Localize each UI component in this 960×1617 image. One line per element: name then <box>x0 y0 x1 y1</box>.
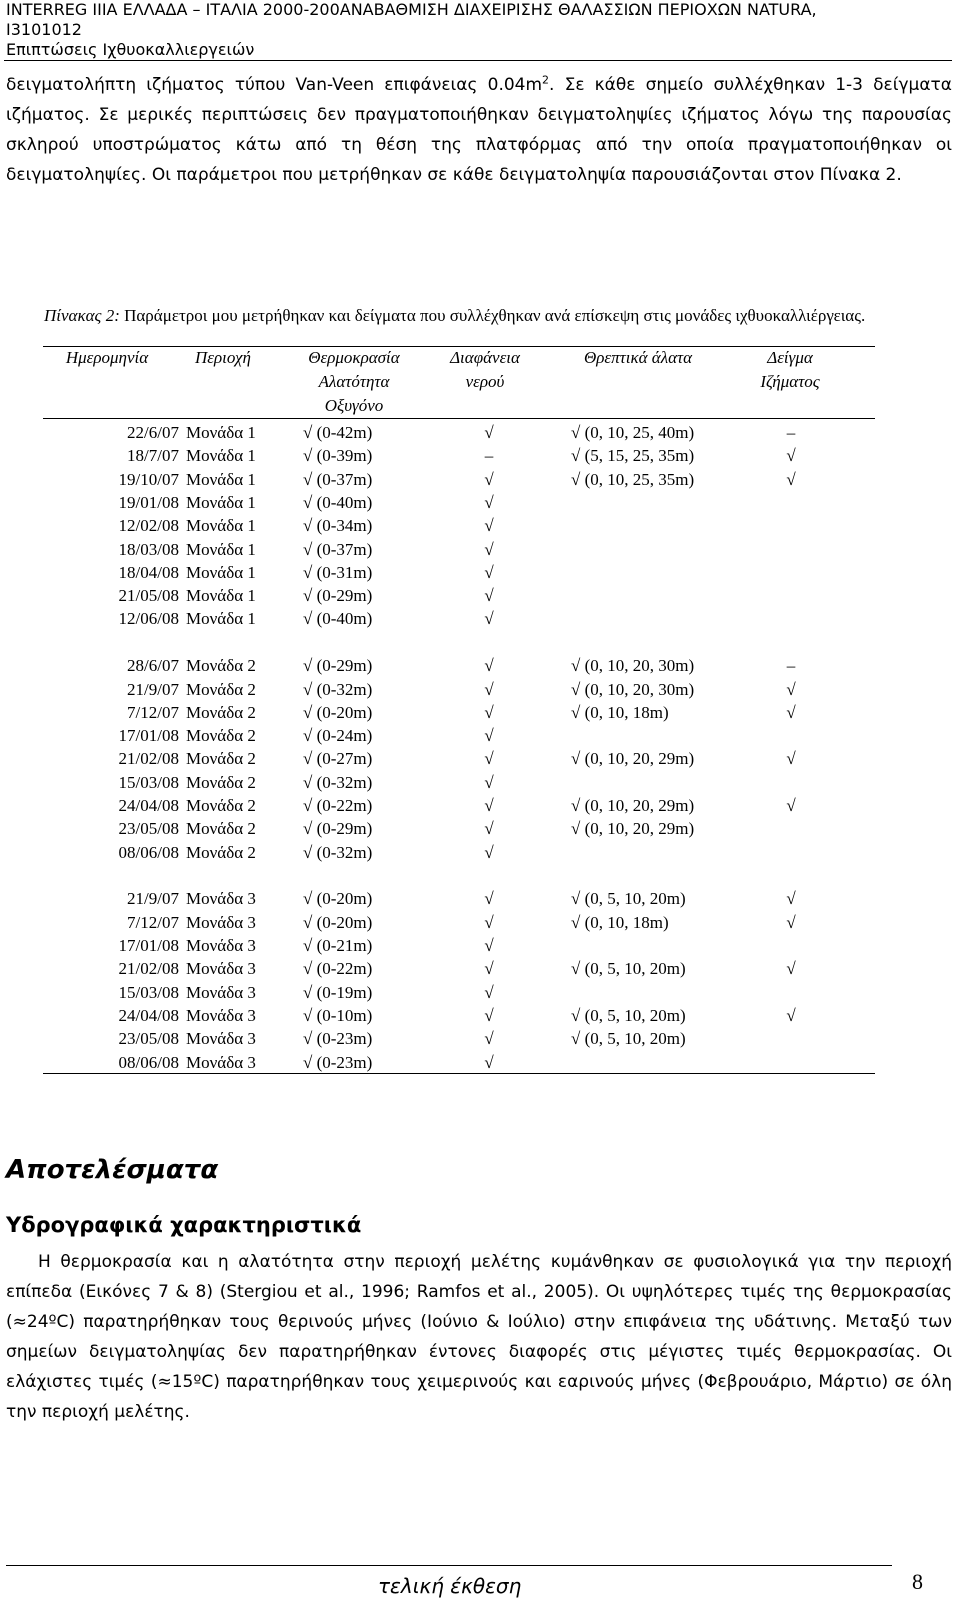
cell-transparency: √ <box>484 1052 494 1072</box>
header-code-line: I3101012 <box>6 20 82 39</box>
cell-date: 24/04/08 <box>118 796 179 815</box>
cell-temp-salinity-oxygen: √ (0-22m) <box>303 796 373 815</box>
cell-sediment-sample: √ <box>786 446 796 466</box>
cell-temp-salinity-oxygen: √ (0-29m) <box>303 586 373 606</box>
header-divider <box>4 60 952 61</box>
cell-nutrients: √ (0, 10, 18m) <box>571 702 669 722</box>
cell-temp-salinity-oxygen: √ (0-42m) <box>303 423 373 442</box>
cell-temp-salinity-oxygen: √ (0-22m) <box>303 959 373 979</box>
cell-transparency: √ <box>484 586 494 606</box>
cell-area: Μονάδα 1 <box>186 469 256 489</box>
cell-sediment-sample: – <box>786 656 796 676</box>
cell-temp-salinity-oxygen: √ (0-29m) <box>303 819 373 839</box>
header-sample-line1: Δείγμα <box>767 348 813 367</box>
cell-transparency: √ <box>484 423 494 442</box>
cell-date: 08/06/08 <box>118 842 179 862</box>
table-caption-text: Παράμετροι μου μετρήθηκαν και δείγματα που συλλέχθηκαν ανά επίσκεψη στις μονάδες ιχθυοκαλλιέργειας. <box>119 306 866 325</box>
cell-sediment-sample: √ <box>786 912 796 932</box>
results-paragraph <box>6 1247 952 1427</box>
cell-nutrients: √ (0, 10, 20, 30m) <box>571 656 695 676</box>
header-transparency-line1: Διαφάνεια <box>450 348 520 367</box>
cell-temp-salinity-oxygen: √ (0-27m) <box>303 749 373 769</box>
cell-date: 18/04/08 <box>118 562 179 582</box>
header-temp-line2: Αλατότητα <box>318 372 390 391</box>
cell-area: Μονάδα 1 <box>186 516 256 536</box>
header-transparency <box>435 346 535 394</box>
cell-temp-salinity-oxygen: √ (0-32m) <box>303 842 373 862</box>
cell-temp-salinity-oxygen: √ (0-40m) <box>303 492 373 512</box>
cell-area: Μονάδα 3 <box>186 889 256 909</box>
cell-nutrients: √ (0, 5, 10, 20m) <box>571 959 686 979</box>
hydrographic-subheading: Υδρογραφικά χαρακτηριστικά <box>6 1213 362 1237</box>
header-project-line: INTERREG IIIA ΕΛΛΑΔΑ – ΙΤΑΛΙΑ 2000-200ΑΝΑΒΑΘΜΙΣΗ ΔΙΑΧΕΙΡΙΣΗΣ ΘΑΛΑΣΣΙΩΝ ΠΕΡΙΟΧΩΝ NATURA, <box>6 0 817 19</box>
cell-area: Μονάδα 1 <box>186 446 256 466</box>
cell-nutrients: √ (0, 10, 25, 40m) <box>571 423 695 442</box>
cell-transparency: √ <box>484 889 494 909</box>
cell-temp-salinity-oxygen: √ (0-20m) <box>303 912 373 932</box>
cell-nutrients: √ (0, 5, 10, 20m) <box>571 1029 686 1049</box>
cell-area: Μονάδα 3 <box>186 936 256 955</box>
cell-nutrients: √ (5, 15, 25, 35m) <box>571 446 695 466</box>
cell-area: Μονάδα 2 <box>186 796 256 815</box>
cell-area: Μονάδα 1 <box>186 562 256 582</box>
cell-transparency: √ <box>484 982 494 1002</box>
cell-date: 12/02/08 <box>118 516 179 536</box>
cell-sediment-sample: √ <box>786 796 796 815</box>
cell-transparency: √ <box>484 1005 494 1025</box>
cell-temp-salinity-oxygen: √ (0-31m) <box>303 562 373 582</box>
header-sample-line2: Ιζήματος <box>760 372 820 391</box>
cell-transparency: √ <box>484 959 494 979</box>
cell-date: 15/03/08 <box>118 982 179 1002</box>
cell-area: Μονάδα 1 <box>186 492 256 512</box>
cell-area: Μονάδα 3 <box>186 959 256 979</box>
footer-label: τελική έκθεση <box>378 1574 522 1598</box>
results-text: Η θερμοκρασία και η αλατότητα στην περιοχή μελέτης κυμάνθηκαν σε φυσιολογικά για την περιοχή επίπεδα (Εικόνες 7 & 8) (Stergiou et al., 1996; Ramfos et al., 2005). Οι υψηλότερες τιμές της θερμοκρασίας (≈24ºC) παρατηρήθηκαν τους θερινούς μήνες (Ιούνιο & Ιούλιο) στην επιφάνεια της υδάτινης. Μεταξύ των σημείων δειγματοληψίας δεν παρατηρήθηκαν έντονες διαφορές στις μέγιστες τιμές θερμοκρασίας. Οι ελάχιστες τιμές (≈15ºC) παρατηρήθηκαν τους χειμερινούς και εαρινούς μήνες (Φεβρουάριο, Μάρτιο) σε όλη την περιοχή μελέτης. <box>6 1252 952 1422</box>
page-header <box>6 0 954 60</box>
cell-sediment-sample: √ <box>786 469 796 489</box>
cell-temp-salinity-oxygen: √ (0-40m) <box>303 609 373 629</box>
cell-temp-salinity-oxygen: √ (0-20m) <box>303 889 373 909</box>
cell-temp-salinity-oxygen: √ (0-39m) <box>303 446 373 466</box>
cell-sediment-sample: √ <box>786 679 796 699</box>
cell-nutrients: √ (0, 5, 10, 20m) <box>571 1005 686 1025</box>
cell-date: 18/03/08 <box>118 539 179 559</box>
cell-temp-salinity-oxygen: √ (0-20m) <box>303 702 373 722</box>
table-header-rule <box>43 418 875 419</box>
cell-date: 28/6/07 <box>127 656 179 676</box>
results-heading: Αποτελέσματα <box>6 1155 219 1185</box>
cell-area: Μονάδα 2 <box>186 702 256 722</box>
cell-area: Μονάδα 2 <box>186 842 256 862</box>
cell-temp-salinity-oxygen: √ (0-37m) <box>303 539 373 559</box>
cell-date: 18/7/07 <box>127 446 179 466</box>
cell-area: Μονάδα 2 <box>186 819 256 839</box>
cell-transparency: √ <box>484 772 494 792</box>
header-nutrients: Θρεπτικά άλατα <box>583 348 692 367</box>
header-temp-line3: Οξυγόνο <box>324 396 384 415</box>
cell-temp-salinity-oxygen: √ (0-37m) <box>303 469 373 489</box>
cell-transparency: – <box>484 446 494 466</box>
cell-sediment-sample: √ <box>786 702 796 722</box>
cell-date: 21/02/08 <box>118 749 179 769</box>
cell-date: 15/03/08 <box>118 772 179 792</box>
cell-nutrients: √ (0, 5, 10, 20m) <box>571 889 686 909</box>
page-number: 8 <box>912 1569 923 1594</box>
cell-date: 23/05/08 <box>118 1029 179 1049</box>
cell-area: Μονάδα 2 <box>186 679 256 699</box>
cell-date: 24/04/08 <box>118 1005 179 1025</box>
cell-transparency: √ <box>484 819 494 839</box>
cell-date: 12/06/08 <box>118 609 179 629</box>
header-sediment-sample <box>745 346 835 394</box>
header-subject-line: Επιπτώσεις Ιχθυοκαλλιεργειών <box>6 40 255 59</box>
cell-area: Μονάδα 3 <box>186 912 256 932</box>
header-area: Περιοχή <box>195 348 251 367</box>
header-temp <box>289 346 419 418</box>
cell-area: Μονάδα 3 <box>186 1052 256 1072</box>
cell-date: 23/05/08 <box>118 819 179 839</box>
cell-transparency: √ <box>484 609 494 629</box>
footer-divider <box>6 1565 892 1566</box>
cell-temp-salinity-oxygen: √ (0-21m) <box>303 936 373 955</box>
cell-date: 19/10/07 <box>118 469 179 489</box>
cell-nutrients: √ (0, 10, 20, 29m) <box>571 796 695 815</box>
cell-date: 17/01/08 <box>118 726 179 746</box>
cell-transparency: √ <box>484 726 494 746</box>
cell-area: Μονάδα 1 <box>186 539 256 559</box>
cell-area: Μονάδα 3 <box>186 982 256 1002</box>
cell-transparency: √ <box>484 562 494 582</box>
cell-transparency: √ <box>484 912 494 932</box>
cell-sediment-sample: – <box>786 423 796 442</box>
cell-area: Μονάδα 3 <box>186 1029 256 1049</box>
cell-date: 22/6/07 <box>127 423 179 442</box>
cell-area: Μονάδα 1 <box>186 423 256 442</box>
cell-date: 7/12/07 <box>127 912 179 932</box>
intro-superscript: 2 <box>542 73 550 87</box>
cell-area: Μονάδα 1 <box>186 609 256 629</box>
cell-temp-salinity-oxygen: √ (0-34m) <box>303 516 373 536</box>
cell-sediment-sample: √ <box>786 959 796 979</box>
cell-transparency: √ <box>484 936 494 955</box>
cell-nutrients: √ (0, 10, 18m) <box>571 912 669 932</box>
cell-transparency: √ <box>484 749 494 769</box>
cell-date: 21/02/08 <box>118 959 179 979</box>
cell-date: 17/01/08 <box>118 936 179 955</box>
header-date: Ημερομηνία <box>65 348 149 367</box>
intro-text-part1: δειγματολήπτη ιζήματος τύπου Van-Veen επιφάνειας 0.04m <box>6 75 543 95</box>
cell-nutrients: √ (0, 10, 20, 30m) <box>571 679 695 699</box>
cell-nutrients: √ (0, 10, 20, 29m) <box>571 749 695 769</box>
table-caption-label: Πίνακας 2: <box>44 306 120 325</box>
cell-transparency: √ <box>484 516 494 536</box>
cell-temp-salinity-oxygen: √ (0-24m) <box>303 726 373 746</box>
cell-area: Μονάδα 2 <box>186 772 256 792</box>
cell-temp-salinity-oxygen: √ (0-32m) <box>303 772 373 792</box>
cell-date: 19/01/08 <box>118 492 179 512</box>
table-caption <box>44 304 874 327</box>
cell-transparency: √ <box>484 469 494 489</box>
cell-area: Μονάδα 2 <box>186 656 256 676</box>
cell-temp-salinity-oxygen: √ (0-10m) <box>303 1005 373 1025</box>
header-transparency-line2: νερού <box>465 372 505 391</box>
cell-area: Μονάδα 2 <box>186 726 256 746</box>
table-bottom-rule <box>43 1073 875 1074</box>
cell-temp-salinity-oxygen: √ (0-29m) <box>303 656 373 676</box>
cell-date: 21/05/08 <box>118 586 179 606</box>
cell-sediment-sample: √ <box>786 889 796 909</box>
cell-transparency: √ <box>484 796 494 815</box>
cell-transparency: √ <box>484 1029 494 1049</box>
intro-text-part2: . Σε κάθε σημείο συλλέχθηκαν 1-3 δείγματα ιζήματος. Σε μερικές περιπτώσεις δεν πραγματοποιήθηκαν δειγματοληψίες ιζήματος λόγω της παρουσίας σκληρού υποστρώματος κάτω από τη θέση της πλατφόρμας από την οποία πραγματοποιήθηκαν οι δειγματοληψίες. Οι παράμετροι που μετρήθηκαν σε κάθε δειγματοληψία παρουσιάζονται στον Πίνακα 2. <box>6 75 952 185</box>
cell-nutrients: √ (0, 10, 25, 35m) <box>571 469 695 489</box>
cell-date: 21/9/07 <box>127 889 179 909</box>
cell-transparency: √ <box>484 492 494 512</box>
cell-date: 08/06/08 <box>118 1052 179 1072</box>
cell-area: Μονάδα 2 <box>186 749 256 769</box>
cell-temp-salinity-oxygen: √ (0-19m) <box>303 982 373 1002</box>
cell-temp-salinity-oxygen: √ (0-23m) <box>303 1029 373 1049</box>
cell-transparency: √ <box>484 702 494 722</box>
cell-transparency: √ <box>484 842 494 862</box>
cell-sediment-sample: √ <box>786 1005 796 1025</box>
cell-transparency: √ <box>484 656 494 676</box>
cell-nutrients: √ (0, 10, 20, 29m) <box>571 819 695 839</box>
header-temp-line1: Θερμοκρασία <box>308 348 400 367</box>
cell-date: 21/9/07 <box>127 679 179 699</box>
cell-area: Μονάδα 3 <box>186 1005 256 1025</box>
cell-date: 7/12/07 <box>127 702 179 722</box>
cell-transparency: √ <box>484 679 494 699</box>
cell-transparency: √ <box>484 539 494 559</box>
cell-sediment-sample: √ <box>786 749 796 769</box>
cell-area: Μονάδα 1 <box>186 586 256 606</box>
cell-temp-salinity-oxygen: √ (0-32m) <box>303 679 373 699</box>
cell-temp-salinity-oxygen: √ (0-23m) <box>303 1052 373 1072</box>
intro-paragraph <box>6 70 952 190</box>
